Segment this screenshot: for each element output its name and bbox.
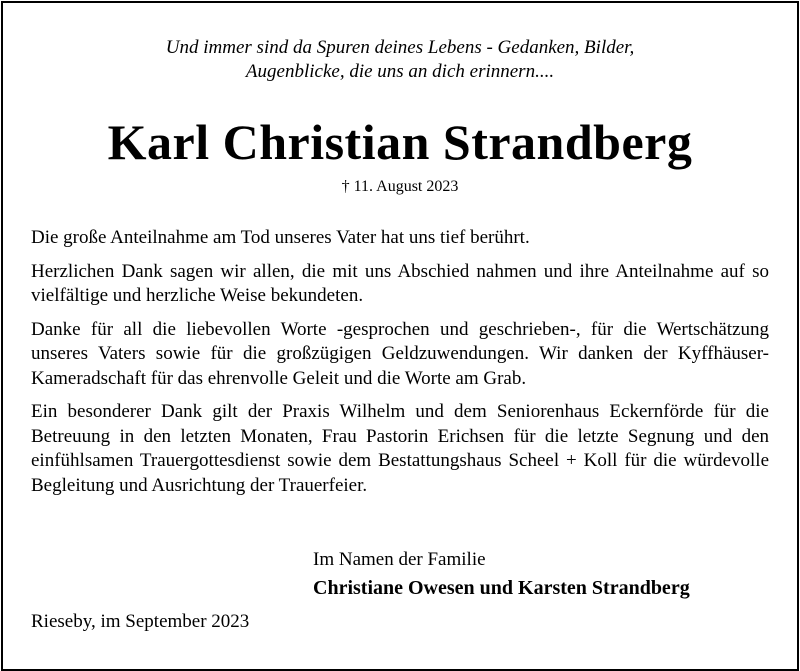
signature-names: Christiane Owesen und Karsten Strandberg: [313, 577, 690, 599]
paragraph-2: Herzlichen Dank sagen wir allen, die mit uns Abschied nahmen und ihre Anteilnahme auf so vielfältige und herzliche Weise bekundeten.: [31, 260, 769, 306]
thanks-text: [31, 226, 769, 507]
memorial-quote: [0, 36, 800, 84]
paragraph-3: Danke für all die liebevollen Worte -gesprochen und geschrieben-, für die Wertschätzung unseres Vaters sowie für die großzügigen Geldzuwendungen. Wir danken der Kyffhäuser-Kameradschaft für das ehrenvolle Geleit und die Worte am Grab.: [31, 318, 769, 389]
quote-line-2: Augenblicke, die uns an dich erinnern....: [245, 61, 555, 82]
death-date: † 11. August 2023: [341, 178, 459, 195]
family-signature: [313, 547, 690, 601]
place-and-date: Rieseby, im September 2023: [31, 611, 250, 632]
paragraph-1: Die große Anteilnahme am Tod unseres Vater hat uns tief berührt.: [31, 227, 530, 248]
quote-line-1: Und immer sind da Spuren deines Lebens - Gedanken, Bilder,: [165, 37, 635, 58]
deceased-name: Karl Christian Strandberg: [107, 114, 693, 170]
paragraph-4: Ein besonderer Dank gilt der Praxis Wilhelm und dem Seniorenhaus Eckernförde für die Betreuung in den letzten Monaten, Frau Pastorin Erichsen für die letzte Segnung und den einfühlsamen Trauergottesdienst sowie dem Bestattungshaus Scheel + Koll für die würdevolle Begleitung und Ausrichtung der Trauerfeier.: [31, 401, 769, 496]
signature-intro: Im Namen der Familie: [313, 549, 486, 570]
